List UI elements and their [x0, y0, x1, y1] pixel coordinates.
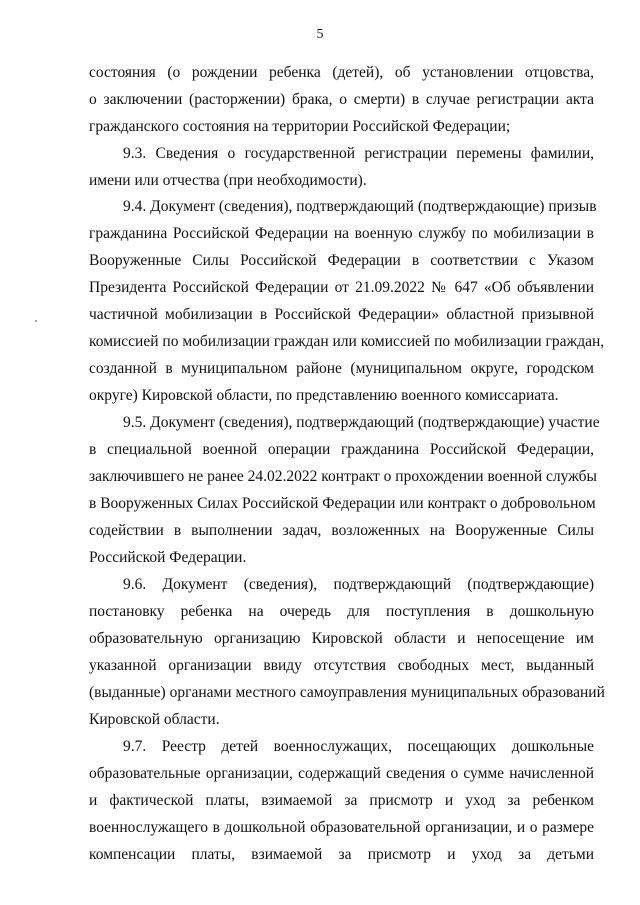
text-line: Вооруженные Силы Российской Федерации в соответствии с Указом — [89, 252, 594, 269]
text-line: в Вооруженных Силах Российской Федерации или контракт о добровольном — [89, 495, 596, 512]
text-line: созданной в муниципальном районе (муниципальном округе, городском — [89, 360, 594, 377]
paragraph-first-line: 9.5. Документ (сведения), подтверждающий (подтверждающие) участие — [123, 414, 600, 431]
text-line: образовательные организации, содержащий сведения о сумме начисленной — [89, 765, 594, 782]
text-line: компенсации платы, взимаемой за присмотр и уход за детьми — [89, 846, 594, 863]
text-line: гражданина Российской Федерации на военную службу по мобилизации в — [89, 225, 594, 242]
scan-artifact-dot — [35, 320, 37, 322]
text-line: Президента Российской Федерации от 21.09.2022 № 647 «Об объявлении — [89, 279, 594, 296]
page-number: 5 — [316, 27, 324, 42]
text-line: о заключении (расторжении) брака, о смерти) в случае регистрации акта — [89, 91, 594, 108]
paragraph-first-line: 9.6. Документ (сведения), подтверждающий (подтверждающие) — [123, 576, 594, 593]
text-line: заключившего не ранее 24.02.2022 контракт о прохождении военной службы — [89, 468, 597, 485]
text-line: имени или отчества (при необходимости). — [89, 172, 367, 189]
text-line: содействии в выполнении задач, возложенных на Вооруженные Силы — [89, 522, 594, 539]
text-line: указанной организации ввиду отсутствия свободных мест, выданный — [89, 657, 594, 674]
paragraph-first-line: 9.4. Документ (сведения), подтверждающий (подтверждающие) призыв — [123, 198, 597, 215]
text-line: округе) Кировской области, по представлению военного комиссариата. — [89, 387, 559, 404]
text-line: комиссией по мобилизации граждан или комиссией по мобилизации граждан, — [89, 333, 605, 350]
text-line: военнослужащего в дошкольной образовательной организации, и о размере — [89, 819, 594, 836]
text-line: и фактической платы, взимаемой за присмотр и уход за ребенком — [89, 792, 594, 809]
paragraph-first-line: 9.3. Сведения о государственной регистрации перемены фамилии, — [123, 145, 594, 162]
text-line: гражданского состояния на территории Российской Федерации; — [89, 118, 511, 135]
text-line: частичной мобилизации в Российской Федерации» областной призывной — [89, 306, 594, 323]
text-line: постановку ребенка на очередь для поступления в дошкольную — [89, 603, 594, 620]
text-line: в специальной военной операции гражданина Российской Федерации, — [89, 441, 594, 458]
text-line: Кировской области. — [89, 711, 220, 728]
text-line: состояния (о рождении ребенка (детей), об установлении отцовства, — [89, 64, 594, 81]
text-line: образовательную организацию Кировской области и непосещение им — [89, 630, 594, 647]
text-line: (выданные) органами местного самоуправления муниципальных образований — [89, 684, 605, 701]
text-line: Российской Федерации. — [89, 549, 247, 566]
paragraph-first-line: 9.7. Реестр детей военнослужащих, посещающих дошкольные — [123, 738, 594, 755]
